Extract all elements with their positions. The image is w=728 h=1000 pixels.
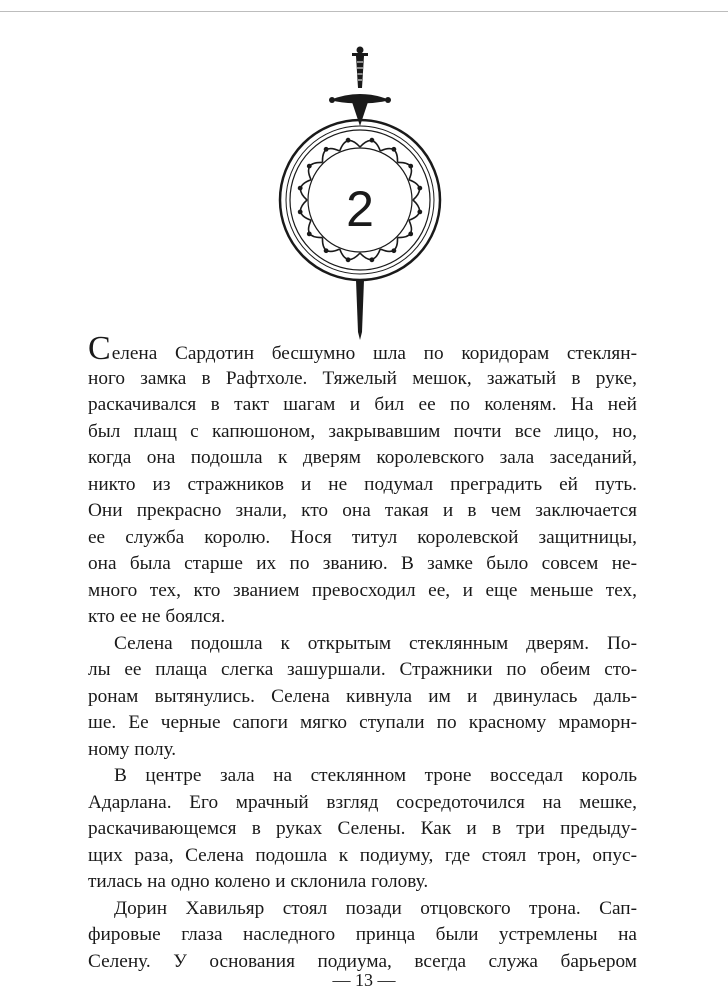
text-line: щих раза, Селена подошла к подиуму, где стоял трон, опус- xyxy=(88,844,637,866)
text-line: кто ее не боялся. xyxy=(88,606,226,627)
text-line: В центре зала на стеклянном троне восседал король xyxy=(114,765,637,786)
text-line: ного замка в Рафтхоле. Тяжелый мешок, зажатый в руке, xyxy=(88,367,637,389)
text-line: раскачивающемся в руках Селены. Как и в три предыду- xyxy=(88,818,637,839)
paragraph xyxy=(88,763,637,896)
paragraph xyxy=(88,631,637,764)
text-line: был плащ с капюшоном, закрывавшим почти все лицо, но, xyxy=(88,420,637,442)
text-line: раскачивался в такт шагам и бил ее по коленям. На ней xyxy=(88,394,637,415)
text-line: Селена Сардотин бесшумно шла по коридорам стеклян- xyxy=(88,330,637,367)
text-line: ее служба королю. Нося титул королевской защитницы, xyxy=(88,526,637,548)
text-line: лы ее плаща слегка зашуршали. Стражники по обеим сто- xyxy=(88,659,637,680)
text-line: она была старше их по званию. В замке было совсем не- xyxy=(88,553,637,574)
paragraph xyxy=(88,896,637,976)
chapter-emblem xyxy=(270,44,450,340)
text-line: ше. Ее черные сапоги мягко ступали по красному мраморн- xyxy=(88,712,637,733)
text-line: фировые глаза наследного принца были устремлены на xyxy=(88,924,637,945)
text-line: Дорин Хавильяр стоял позади отцовского трона. Сап- xyxy=(114,897,637,919)
text-line: тилась на одно колено и склонила голову. xyxy=(88,871,429,892)
page-number: — 13 — xyxy=(332,970,396,990)
text-line: Селена подошла к открытым стеклянным дверям. По- xyxy=(114,632,637,654)
chapter-number: 2 xyxy=(346,181,374,237)
drop-cap: С xyxy=(88,330,111,367)
text-line: ному полу. xyxy=(88,738,177,760)
text-line: никто из стражников и не подумал преградить ей путь. xyxy=(88,473,637,495)
text-line: ронам вытянулись. Селена кивнула им и двинулась даль- xyxy=(88,685,637,707)
paragraph xyxy=(88,330,637,631)
body-text xyxy=(88,330,637,975)
text-line: Они прекрасно знали, кто она такая и в чем заключается xyxy=(88,500,637,521)
top-rule xyxy=(0,11,728,12)
text-line: много тех, кто званием превосходил ее, и еще меньше тех, xyxy=(88,579,637,601)
text-line: когда она подошла к дверям королевского зала заседаний, xyxy=(88,447,637,468)
text-line: Адарлана. Его мрачный взгляд сосредоточился на мешке, xyxy=(88,791,637,813)
text-line: Селену. У основания подиума, всегда служа барьером xyxy=(88,950,637,972)
